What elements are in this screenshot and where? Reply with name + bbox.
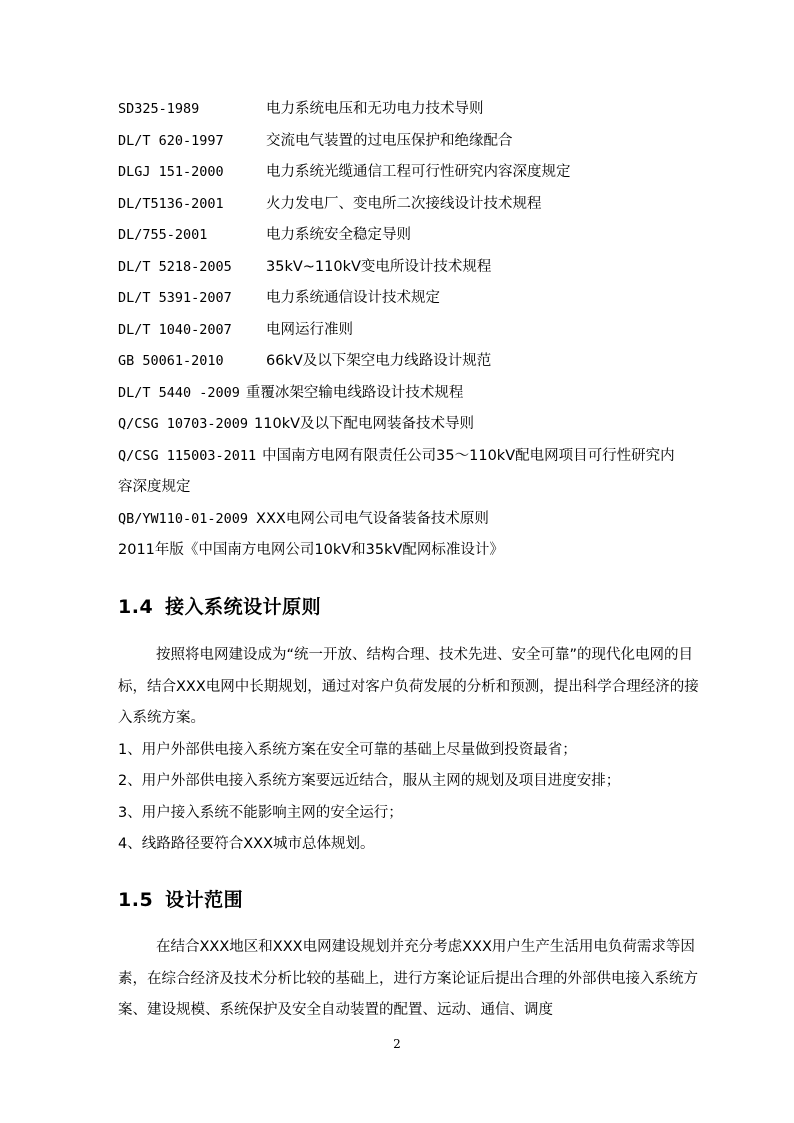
list-item: 1、用户外部供电接入系统方案在安全可靠的基础上尽量做到投资最省； <box>118 741 577 758</box>
standard-entry <box>118 346 718 378</box>
standard-entry <box>118 283 718 315</box>
page-number: 2 <box>393 1037 401 1051</box>
list-item: 4、线路路径要符合XXX城市总体规划。 <box>118 836 375 852</box>
standard-entry <box>118 504 718 536</box>
section-title: 设计范围 <box>165 889 244 911</box>
standard-code: DLGJ 151-2000 <box>118 164 224 180</box>
standard-title: 重覆冰架空输电线路设计技术规程 <box>245 384 464 401</box>
standard-entry <box>118 157 718 189</box>
section-heading-1-5 <box>118 885 243 912</box>
section-1-4-body <box>118 640 712 861</box>
standard-code: DL/T 620-1997 <box>118 132 224 149</box>
standard-title: 电力系统电压和无功电力技术导则 <box>266 101 484 117</box>
standard-entry <box>118 409 718 441</box>
standard-title: 66kV及以下架空电力线路设计规范 <box>266 353 492 369</box>
section-heading-1-4 <box>118 592 321 619</box>
standard-code: Q/CSG 115003-2011 <box>118 447 257 464</box>
standard-entry <box>118 252 718 284</box>
standard-title: 110kV及以下配电网装备技术导则 <box>254 416 475 432</box>
standard-entry <box>118 378 718 410</box>
standard-title: 交流电气装置的过电压保护和绝缘配合 <box>266 132 513 149</box>
section-paragraph: 按照将电网建设成为“统一开放、结构合理、技术先进、安全可靠”的现代化电网的目标，结合XXX电网中长期规划，通过对客户负荷发展的分析和预测，提出科学合理经济的接入系统方案。 <box>118 647 699 726</box>
section-number: 1.4 <box>118 596 154 618</box>
section-title: 接入系统设计原则 <box>165 596 322 618</box>
standard-title: XXX电网公司电气设备装备技术原则 <box>256 510 489 527</box>
standard-title: 火力发电厂、变电所二次接线设计技术规程 <box>266 195 542 212</box>
standard-title: 电力系统通信设计技术规定 <box>266 290 440 306</box>
section-number: 1.5 <box>118 889 154 911</box>
list-item: 3、用户接入系统不能影响主网的安全运行； <box>118 804 403 821</box>
section-1-5-body <box>118 932 712 1027</box>
standard-code: DL/T5136-2001 <box>118 195 224 212</box>
standard-code: DL/T 5440 -2009 <box>118 384 240 401</box>
standard-code: QB/YW110-01-2009 <box>118 510 249 527</box>
standard-title: 电网运行准则 <box>266 321 353 338</box>
standard-title: 电力系统光缆通信工程可行性研究内容深度规定 <box>266 164 571 180</box>
standard-note: 2011年版《中国南方电网公司10kV和35kV配网标准设计》 <box>118 542 504 558</box>
standard-entry <box>118 189 718 221</box>
standard-code: DL/T 5218-2005 <box>118 258 232 275</box>
standard-code: DL/T 1040-2007 <box>118 321 232 338</box>
standard-title-line1: 中国南方电网有限责任公司35～110kV配电网项目可行性研究内 <box>262 447 675 464</box>
standard-title: 电力系统安全稳定导则 <box>266 227 411 243</box>
list-item: 2、用户外部供电接入系统方案要远近结合，服从主网的规划及项目进度安排； <box>118 773 621 789</box>
standard-title: 35kV~110kV变电所设计技术规程 <box>266 258 492 275</box>
standard-entry <box>118 220 718 252</box>
standard-code: DL/T 5391-2007 <box>118 290 232 306</box>
standard-entry <box>118 315 718 347</box>
standard-code: DL/755-2001 <box>118 227 208 243</box>
standard-entry <box>118 126 718 158</box>
standards-list <box>118 94 718 567</box>
standard-entry <box>118 94 718 126</box>
section-paragraph: 在结合XXX地区和XXX电网建设规划并充分考虑XXX用户生产生活用电负荷需求等因素，在综合经济及技术分析比较的基础上，进行方案论证后提出合理的外部供电接入系统方案、建设规模、系统保护及安全自动装置的配置、远动、通信、调度 <box>118 939 698 1018</box>
standard-entry-long <box>118 441 708 504</box>
standard-code: GB 50061-2010 <box>118 353 224 369</box>
standard-title-line2: 容深度规定 <box>118 479 191 495</box>
standard-code: Q/CSG 10703-2009 <box>118 416 249 432</box>
standard-code: SD325-1989 <box>118 101 200 117</box>
